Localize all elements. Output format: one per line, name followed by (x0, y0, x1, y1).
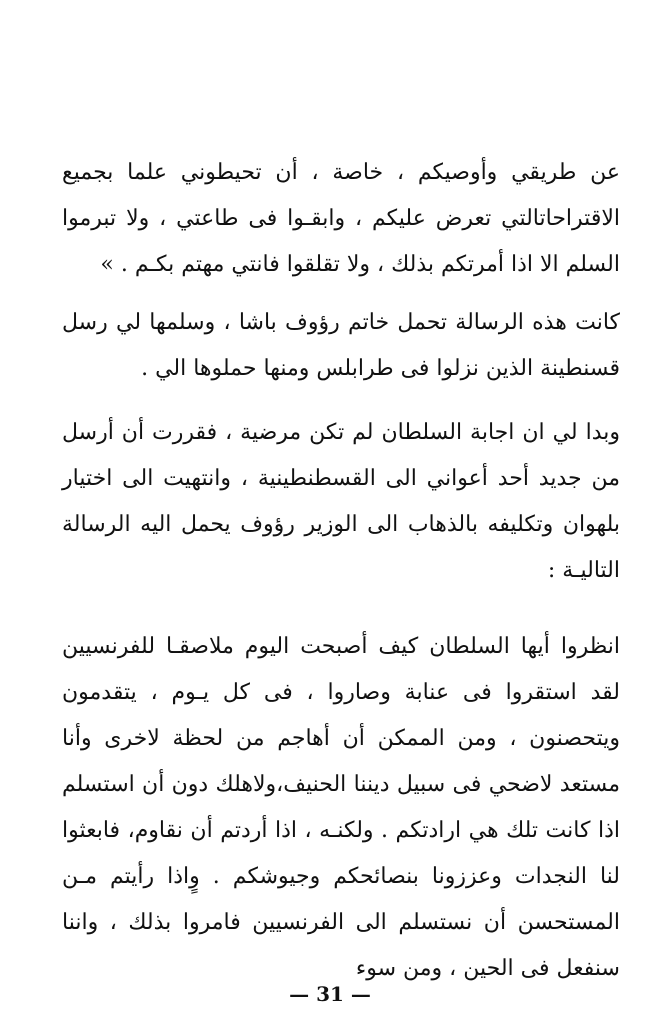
paragraph-text: انظروا أيها السلطان كيف أصبحت اليوم ملاصقـا للفرنسيين لقد استقروا فى عنابة وصاروا ، فى كل يـوم ، يتقدمون ويتحصنون ، ومن الممكن أن أهاجم من لحظة لاخرى وأنا مستعد لاضحي فى سبيل ديننا الحنيف،ولاهلك دون أن استسلم اذا كانت تلك هي ارادتكم . ولكنـه ، اذا أردتم أن نقاوم، فابعثوا لنا النجدات وعززونا بنصائحكم وجيوشكم . وٍاذا رأيتم مـن المستحسن أن نستسلم الى الفرنسيين فامروا بذلك ، واننا سنفعل فى الحين ، ومن سوء (62, 634, 620, 981)
page-body (62, 150, 620, 992)
paragraph-1 (62, 150, 620, 288)
paragraph-text: وبدا لي ان اجابة السلطان لم تكن مرضية ، فقررت أن أرسل من جديد أحد أعواني الى القسطنطينية ، وانتهيت الى اختيار بلهوان وتكليفه بالذهاب الى الوزير رؤوف يحمل اليه الرسالة التاليـة : (62, 420, 620, 583)
paragraph-text: عن طريقي وأوصيكم ، خاصة ، أن تحيطوني علما بجميع الاقتراحاتالتي تعرض عليكم ، وابقـوا فى طاعتي ، ولا تبرموا السلم الا اذا أمرتكم بذلك ، ولا تقلقوا فانتي مهتم بكـم . » (62, 160, 620, 277)
paragraph-2 (62, 300, 620, 392)
page-number: — 31 — (289, 982, 371, 1006)
paragraph-text: كانت هذه الرسالة تحمل خاتم رؤوف باشا ، وسلمها لي رسل قسنطينة الذين نزلوا فى طرابلس ومنها حملوها الي . (62, 310, 620, 381)
paragraph-4 (62, 624, 620, 992)
paragraph-3 (62, 410, 620, 594)
